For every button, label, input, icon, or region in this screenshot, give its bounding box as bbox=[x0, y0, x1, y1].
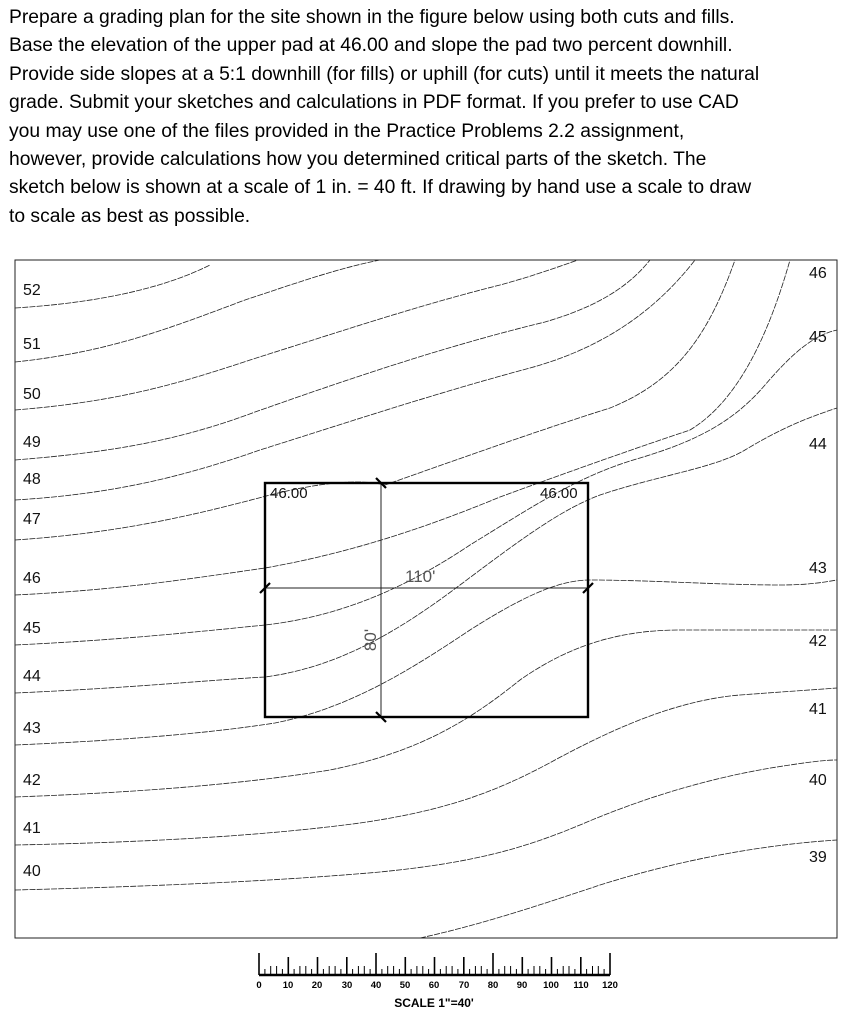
scale-tick-label: 10 bbox=[282, 980, 294, 991]
contour-label: 51 bbox=[23, 336, 41, 353]
contour-label: 40 bbox=[23, 863, 41, 880]
scale-tick-label: 30 bbox=[341, 980, 353, 991]
contour-line-42 bbox=[15, 630, 837, 797]
contour-label: 49 bbox=[23, 434, 41, 451]
scale-tick-label: 40 bbox=[370, 980, 382, 991]
contour-label: 44 bbox=[23, 668, 41, 685]
contour-label: 52 bbox=[23, 282, 41, 299]
pad-height-label: 80' bbox=[361, 628, 380, 652]
contour-label: 43 bbox=[809, 560, 827, 577]
contour-line-40 bbox=[15, 760, 837, 890]
problem-line: Prepare a grading plan for the site shown in the figure below using both cuts and fills. bbox=[9, 7, 735, 28]
scale-tick-label: 70 bbox=[458, 980, 470, 991]
scale-ticks bbox=[259, 953, 610, 975]
contour-label: 39 bbox=[809, 849, 827, 866]
contour-label: 45 bbox=[23, 620, 41, 637]
contour-line-46 bbox=[15, 260, 790, 595]
contour-line-50 bbox=[15, 260, 578, 410]
contour-label: 47 bbox=[23, 511, 41, 528]
pad-width-label: 110' bbox=[405, 567, 436, 586]
contour-label: 42 bbox=[809, 633, 827, 650]
problem-line: grade. Submit your sketches and calculations in PDF format. If you prefer to use CAD bbox=[9, 92, 739, 114]
scale-tick-label: 100 bbox=[543, 980, 559, 991]
problem-line: Provide side slopes at a 5:1 downhill (for fills) or uphill (for cuts) until it meets the natural bbox=[9, 63, 760, 85]
contour-label: 43 bbox=[23, 720, 41, 737]
contour-lines bbox=[15, 260, 837, 938]
scale-tick-label: 120 bbox=[602, 980, 618, 991]
contour-label: 41 bbox=[809, 701, 827, 718]
pad-corner-elevation-left: 46.00 bbox=[270, 485, 308, 502]
left-contour-labels bbox=[23, 282, 41, 880]
scale-tick-label: 20 bbox=[311, 980, 323, 991]
contour-label: 40 bbox=[809, 772, 827, 789]
contour-label: 46 bbox=[23, 570, 41, 587]
contour-label: 44 bbox=[809, 436, 827, 453]
scale-tick-label: 60 bbox=[428, 980, 440, 991]
problem-line: to scale as best as possible. bbox=[9, 205, 251, 227]
problem-line: Base the elevation of the upper pad at 46.00 and slope the pad two percent downhill. bbox=[9, 35, 733, 57]
contour-line-47 bbox=[15, 260, 735, 540]
contour-label: 41 bbox=[23, 820, 41, 837]
site-frame bbox=[15, 260, 837, 938]
contour-line-52 bbox=[15, 265, 210, 308]
right-contour-labels bbox=[809, 265, 827, 866]
contour-label: 46 bbox=[809, 265, 827, 282]
contour-line-45 bbox=[15, 330, 837, 645]
problem-line: however, provide calculations how you determined critical parts of the sketch. The bbox=[9, 149, 707, 171]
scale-bar bbox=[256, 953, 618, 1010]
contour-label: 42 bbox=[23, 772, 41, 789]
scale-labels bbox=[256, 980, 618, 991]
problem-line: you may use one of the files provided in the Practice Problems 2.2 assignment, bbox=[9, 120, 685, 142]
scale-tick-label: 90 bbox=[516, 980, 528, 991]
contour-line-48 bbox=[15, 260, 695, 500]
contour-line-39 bbox=[420, 840, 837, 938]
contour-line-43 bbox=[15, 580, 837, 745]
scale-tick-label: 0 bbox=[256, 980, 262, 991]
pad-corner-elevation-right: 46.00 bbox=[540, 485, 578, 502]
contour-line-44 bbox=[15, 408, 837, 693]
contour-line-41 bbox=[15, 688, 837, 845]
contour-label: 45 bbox=[809, 329, 827, 346]
problem-line: sketch below is shown at a scale of 1 in. = 40 ft. If drawing by hand use a scale to draw bbox=[9, 177, 752, 199]
scale-tick-label: 80 bbox=[487, 980, 499, 991]
scale-tick-label: 110 bbox=[573, 980, 589, 991]
building-pad bbox=[260, 478, 593, 722]
scale-title: SCALE 1"=40' bbox=[394, 996, 474, 1010]
contour-line-51 bbox=[15, 260, 380, 362]
contour-label: 50 bbox=[23, 386, 41, 403]
scale-tick-label: 50 bbox=[399, 980, 411, 991]
pad-outline bbox=[265, 483, 588, 717]
contour-label: 48 bbox=[23, 471, 41, 488]
